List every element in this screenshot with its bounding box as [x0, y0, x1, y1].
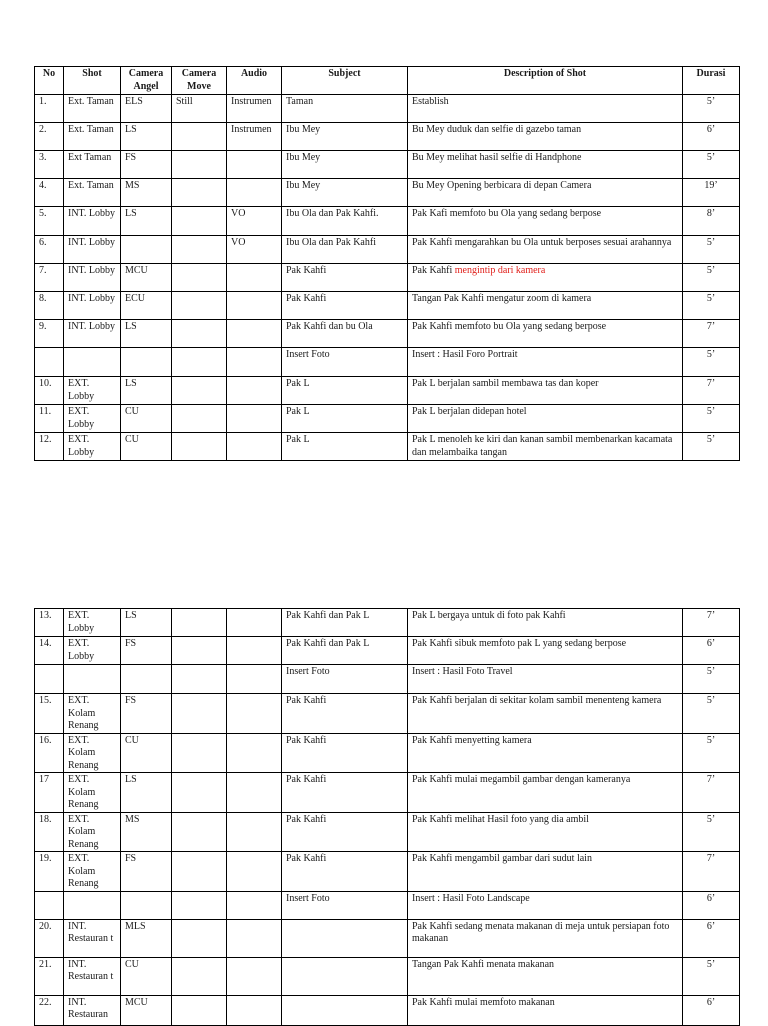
description-text: Pak Kahfi menyetting kamera [412, 734, 532, 746]
cell-camera-angle [121, 348, 172, 377]
cell-no: 6. [35, 236, 64, 264]
cell-description [408, 957, 683, 995]
cell-durasi: 5’ [683, 694, 740, 734]
cell-durasi: 6’ [683, 995, 740, 1025]
cell-subject: Pak Kahfi [282, 264, 408, 292]
cell-camera-move [172, 891, 227, 919]
cell-shot: Ext. Taman [64, 123, 121, 151]
cell-description [408, 694, 683, 734]
cell-durasi: 5’ [683, 665, 740, 694]
cell-audio [227, 264, 282, 292]
header-camera-move: Camera Move [172, 67, 227, 95]
cell-durasi: 7’ [683, 852, 740, 892]
cell-camera-angle: LS [121, 377, 172, 405]
cell-audio: Instrumen [227, 123, 282, 151]
cell-description [408, 995, 683, 1025]
description-text: Insert : Hasil Foto Travel [412, 666, 513, 677]
cell-audio [227, 292, 282, 320]
cell-durasi: 6’ [683, 919, 740, 957]
cell-shot [64, 348, 121, 377]
cell-no: 11. [35, 405, 64, 433]
cell-camera-angle: ELS [121, 95, 172, 123]
cell-shot: EXT. Lobby [64, 433, 121, 461]
cell-subject: Pak Kahfi [282, 694, 408, 734]
cell-camera-angle: LS [121, 123, 172, 151]
description-text: Pak Kahfi mulai megambil gambar dengan kameranya [412, 774, 631, 785]
header-audio: Audio [227, 67, 282, 95]
cell-shot: INT. Lobby [64, 292, 121, 320]
cell-audio [227, 665, 282, 694]
cell-durasi: 5’ [683, 151, 740, 179]
cell-durasi: 8’ [683, 207, 740, 236]
cell-camera-angle: MS [121, 179, 172, 207]
cell-audio: VO [227, 207, 282, 236]
table-row [35, 207, 740, 236]
description-text: Pak Kahfi memfoto bu Ola yang sedang berpose [412, 321, 607, 332]
cell-no: 10. [35, 377, 64, 405]
cell-no: 21. [35, 957, 64, 995]
table-row [35, 292, 740, 320]
description-text: Pak L berjalan sambil membawa tas dan koper [412, 378, 599, 389]
cell-description [408, 852, 683, 892]
table-row [35, 694, 740, 734]
cell-audio [227, 957, 282, 995]
table-row [35, 433, 740, 461]
description-text: Pak L berjalan didepan hotel [412, 406, 527, 417]
cell-description [408, 891, 683, 919]
cell-durasi: 5’ [683, 348, 740, 377]
cell-no [35, 665, 64, 694]
table-1-body [35, 95, 740, 461]
cell-audio [227, 919, 282, 957]
table-row [35, 812, 740, 852]
cell-description [408, 812, 683, 852]
cell-description [408, 320, 683, 348]
cell-camera-move [172, 609, 227, 637]
cell-camera-move [172, 236, 227, 264]
cell-camera-angle: FS [121, 637, 172, 665]
table-row [35, 957, 740, 995]
cell-durasi: 5’ [683, 264, 740, 292]
table-row [35, 405, 740, 433]
table-row [35, 236, 740, 264]
cell-description [408, 264, 683, 292]
cell-camera-move [172, 179, 227, 207]
cell-subject: Ibu Mey [282, 179, 408, 207]
cell-camera-move [172, 733, 227, 773]
cell-camera-angle: LS [121, 773, 172, 813]
cell-no: 13. [35, 609, 64, 637]
description-text: Insert : Hasil Foro Portrait [412, 349, 518, 360]
cell-camera-angle: FS [121, 852, 172, 892]
cell-no: 1. [35, 95, 64, 123]
cell-camera-angle: CU [121, 433, 172, 461]
cell-subject: Ibu Mey [282, 151, 408, 179]
cell-subject: Pak Kahfi [282, 292, 408, 320]
cell-shot: EXT. Lobby [64, 377, 121, 405]
cell-shot: EXT. Kolam Renang [64, 733, 121, 773]
cell-shot: INT. Restauran t [64, 919, 121, 957]
cell-camera-angle: ECU [121, 292, 172, 320]
header-camera-angel: Camera Angel [121, 67, 172, 95]
cell-description [408, 637, 683, 665]
cell-durasi: 5’ [683, 812, 740, 852]
description-text: Bu Mey melihat hasil selfie di Handphone [412, 152, 582, 163]
cell-shot: INT. Restauran [64, 995, 121, 1025]
cell-audio [227, 812, 282, 852]
cell-durasi: 19’ [683, 179, 740, 207]
cell-camera-angle: MS [121, 812, 172, 852]
cell-camera-move [172, 123, 227, 151]
cell-durasi: 5’ [683, 236, 740, 264]
cell-subject: Pak Kahfi dan Pak L [282, 609, 408, 637]
cell-shot: Ext. Taman [64, 95, 121, 123]
cell-shot: Ext. Taman [64, 179, 121, 207]
cell-camera-angle: CU [121, 733, 172, 773]
header-no: No [35, 67, 64, 95]
cell-no: 14. [35, 637, 64, 665]
description-text: Pak Kahfi mengarahkan bu Ola untuk berposes sesuai arahannya [412, 237, 672, 248]
table-row [35, 891, 740, 919]
cell-description [408, 151, 683, 179]
cell-durasi: 6’ [683, 123, 740, 151]
cell-subject: Taman [282, 95, 408, 123]
cell-camera-move [172, 433, 227, 461]
header-description: Description of Shot [408, 67, 683, 95]
table-row [35, 919, 740, 957]
cell-camera-move [172, 264, 227, 292]
cell-no [35, 348, 64, 377]
cell-camera-angle: MLS [121, 919, 172, 957]
cell-durasi: 5’ [683, 292, 740, 320]
cell-camera-angle: LS [121, 320, 172, 348]
cell-audio [227, 995, 282, 1025]
cell-audio [227, 609, 282, 637]
cell-shot: EXT. Kolam Renang [64, 773, 121, 813]
cell-camera-move [172, 919, 227, 957]
cell-camera-angle: FS [121, 694, 172, 734]
cell-durasi: 7’ [683, 320, 740, 348]
cell-no: 19. [35, 852, 64, 892]
cell-no: 12. [35, 433, 64, 461]
description-text: Establish [412, 96, 449, 107]
cell-shot: INT. Lobby [64, 236, 121, 264]
cell-durasi: 5’ [683, 405, 740, 433]
cell-camera-angle: MCU [121, 264, 172, 292]
cell-subject: Pak Kahfi [282, 733, 408, 773]
cell-audio [227, 405, 282, 433]
cell-no: 16. [35, 733, 64, 773]
description-text: Pak Kahfi mulai memfoto makanan [412, 996, 555, 1008]
cell-shot: Ext Taman [64, 151, 121, 179]
cell-description [408, 123, 683, 151]
cell-no: 2. [35, 123, 64, 151]
cell-camera-angle [121, 236, 172, 264]
cell-audio [227, 733, 282, 773]
description-text: Tangan Pak Kahfi mengatur zoom di kamera [412, 293, 592, 304]
cell-no: 22. [35, 995, 64, 1025]
cell-durasi: 5’ [683, 95, 740, 123]
description-highlight: mengintip dari kamera [454, 265, 546, 276]
cell-subject: Ibu Ola dan Pak Kahfi. [282, 207, 408, 236]
cell-subject: Pak L [282, 433, 408, 461]
cell-audio [227, 320, 282, 348]
cell-description [408, 207, 683, 236]
cell-camera-angle: LS [121, 609, 172, 637]
cell-shot: EXT. Lobby [64, 609, 121, 637]
header-durasi: Durasi [683, 67, 740, 95]
cell-camera-move [172, 637, 227, 665]
cell-subject [282, 919, 408, 957]
cell-subject: Pak Kahfi dan bu Ola [282, 320, 408, 348]
cell-no: 3. [35, 151, 64, 179]
cell-subject: Pak L [282, 405, 408, 433]
cell-camera-move [172, 207, 227, 236]
description-text: Insert : Hasil Foto Landscape [412, 892, 530, 904]
cell-shot: INT. Lobby [64, 264, 121, 292]
cell-camera-move [172, 665, 227, 694]
description-text: Bu Mey Opening berbicara di depan Camera [412, 180, 592, 191]
cell-durasi: 5’ [683, 957, 740, 995]
header-subject: Subject [282, 67, 408, 95]
header-shot: Shot [64, 67, 121, 95]
cell-no [35, 891, 64, 919]
table-row [35, 320, 740, 348]
cell-durasi: 6’ [683, 637, 740, 665]
cell-subject: Pak Kahfi [282, 773, 408, 813]
cell-subject: Insert Foto [282, 665, 408, 694]
cell-camera-move [172, 348, 227, 377]
cell-shot: INT. Lobby [64, 320, 121, 348]
cell-audio: Instrumen [227, 95, 282, 123]
cell-description [408, 665, 683, 694]
cell-audio [227, 694, 282, 734]
cell-camera-move [172, 405, 227, 433]
cell-subject: Pak Kahfi [282, 812, 408, 852]
cell-description [408, 405, 683, 433]
table-row [35, 123, 740, 151]
description-text: Pak Kahfi sedang menata makanan di meja untuk persiapan foto makanan [412, 920, 670, 944]
cell-audio [227, 891, 282, 919]
cell-subject: Pak Kahfi dan Pak L [282, 637, 408, 665]
cell-shot [64, 891, 121, 919]
cell-audio [227, 179, 282, 207]
cell-camera-move [172, 151, 227, 179]
cell-description [408, 292, 683, 320]
table-row [35, 95, 740, 123]
cell-camera-move [172, 852, 227, 892]
description-text: Tangan Pak Kahfi menata makanan [412, 958, 555, 970]
cell-camera-move [172, 957, 227, 995]
cell-camera-move [172, 320, 227, 348]
cell-camera-move [172, 995, 227, 1025]
cell-description [408, 348, 683, 377]
table-row [35, 609, 740, 637]
cell-subject [282, 957, 408, 995]
table-row [35, 151, 740, 179]
cell-camera-move [172, 812, 227, 852]
cell-shot: INT. Restauran t [64, 957, 121, 995]
cell-shot: EXT. Kolam Renang [64, 694, 121, 734]
cell-subject: Pak Kahfi [282, 852, 408, 892]
cell-shot: EXT. Lobby [64, 637, 121, 665]
cell-description [408, 773, 683, 813]
cell-audio [227, 852, 282, 892]
cell-camera-move: Still [172, 95, 227, 123]
description-text: Pak Kahfi melihat Hasil foto yang dia ambil [412, 813, 589, 825]
table-row [35, 773, 740, 813]
table-row [35, 665, 740, 694]
cell-description [408, 733, 683, 773]
cell-no: 8. [35, 292, 64, 320]
cell-subject: Pak L [282, 377, 408, 405]
cell-camera-angle: CU [121, 405, 172, 433]
description-text: Pak L menoleh ke kiri dan kanan sambil membenarkan kacamata dan melambaika tangan [412, 434, 673, 458]
table-row [35, 377, 740, 405]
table-row [35, 995, 740, 1025]
table-row [35, 179, 740, 207]
shot-list-table-1 [34, 66, 740, 461]
cell-no: 18. [35, 812, 64, 852]
description-text: Pak Kafi memfoto bu Ola yang sedang berpose [412, 208, 602, 219]
cell-subject: Ibu Mey [282, 123, 408, 151]
description-text: Pak Kahfi berjalan di sekitar kolam sambil menenteng kamera [412, 695, 662, 706]
cell-subject: Insert Foto [282, 891, 408, 919]
cell-audio [227, 773, 282, 813]
cell-camera-move [172, 694, 227, 734]
cell-no: 20. [35, 919, 64, 957]
cell-audio [227, 377, 282, 405]
cell-subject: Insert Foto [282, 348, 408, 377]
cell-shot: EXT. Kolam Renang [64, 812, 121, 852]
table-row [35, 264, 740, 292]
description-text: Pak Kahfi mengambil gambar dari sudut lain [412, 853, 592, 864]
cell-subject: Ibu Ola dan Pak Kahfi [282, 236, 408, 264]
cell-camera-move [172, 377, 227, 405]
cell-durasi: 7’ [683, 773, 740, 813]
cell-durasi: 5’ [683, 733, 740, 773]
table-row [35, 852, 740, 892]
cell-description [408, 433, 683, 461]
header-row [35, 67, 740, 95]
table-row [35, 348, 740, 377]
cell-no: 17 [35, 773, 64, 813]
description-text: Bu Mey duduk dan selfie di gazebo taman [412, 124, 582, 135]
table-2-body [35, 609, 740, 1026]
cell-no: 15. [35, 694, 64, 734]
cell-no: 5. [35, 207, 64, 236]
cell-audio [227, 348, 282, 377]
cell-camera-angle: LS [121, 207, 172, 236]
cell-audio [227, 637, 282, 665]
cell-durasi: 5’ [683, 433, 740, 461]
cell-camera-move [172, 773, 227, 813]
cell-camera-angle: CU [121, 957, 172, 995]
cell-subject [282, 995, 408, 1025]
cell-audio [227, 433, 282, 461]
cell-audio [227, 151, 282, 179]
cell-no: 7. [35, 264, 64, 292]
cell-durasi: 7’ [683, 377, 740, 405]
cell-shot [64, 665, 121, 694]
description-text: Pak Kahfi [412, 265, 455, 276]
cell-durasi: 6’ [683, 891, 740, 919]
cell-description [408, 95, 683, 123]
table-row [35, 733, 740, 773]
cell-camera-angle: MCU [121, 995, 172, 1025]
shot-list-table-2 [34, 608, 740, 1026]
cell-no: 4. [35, 179, 64, 207]
cell-description [408, 236, 683, 264]
cell-shot: INT. Lobby [64, 207, 121, 236]
cell-camera-angle [121, 891, 172, 919]
cell-description [408, 609, 683, 637]
cell-no: 9. [35, 320, 64, 348]
cell-camera-angle [121, 665, 172, 694]
cell-shot: EXT. Lobby [64, 405, 121, 433]
cell-description [408, 919, 683, 957]
cell-description [408, 377, 683, 405]
cell-audio: VO [227, 236, 282, 264]
cell-durasi: 7’ [683, 609, 740, 637]
cell-shot: EXT. Kolam Renang [64, 852, 121, 892]
description-text: Pak Kahfi sibuk memfoto pak L yang sedang berpose [412, 638, 627, 649]
cell-description [408, 179, 683, 207]
description-text: Pak L bergaya untuk di foto pak Kahfi [412, 610, 566, 621]
table-row [35, 637, 740, 665]
cell-camera-angle: FS [121, 151, 172, 179]
cell-camera-move [172, 292, 227, 320]
